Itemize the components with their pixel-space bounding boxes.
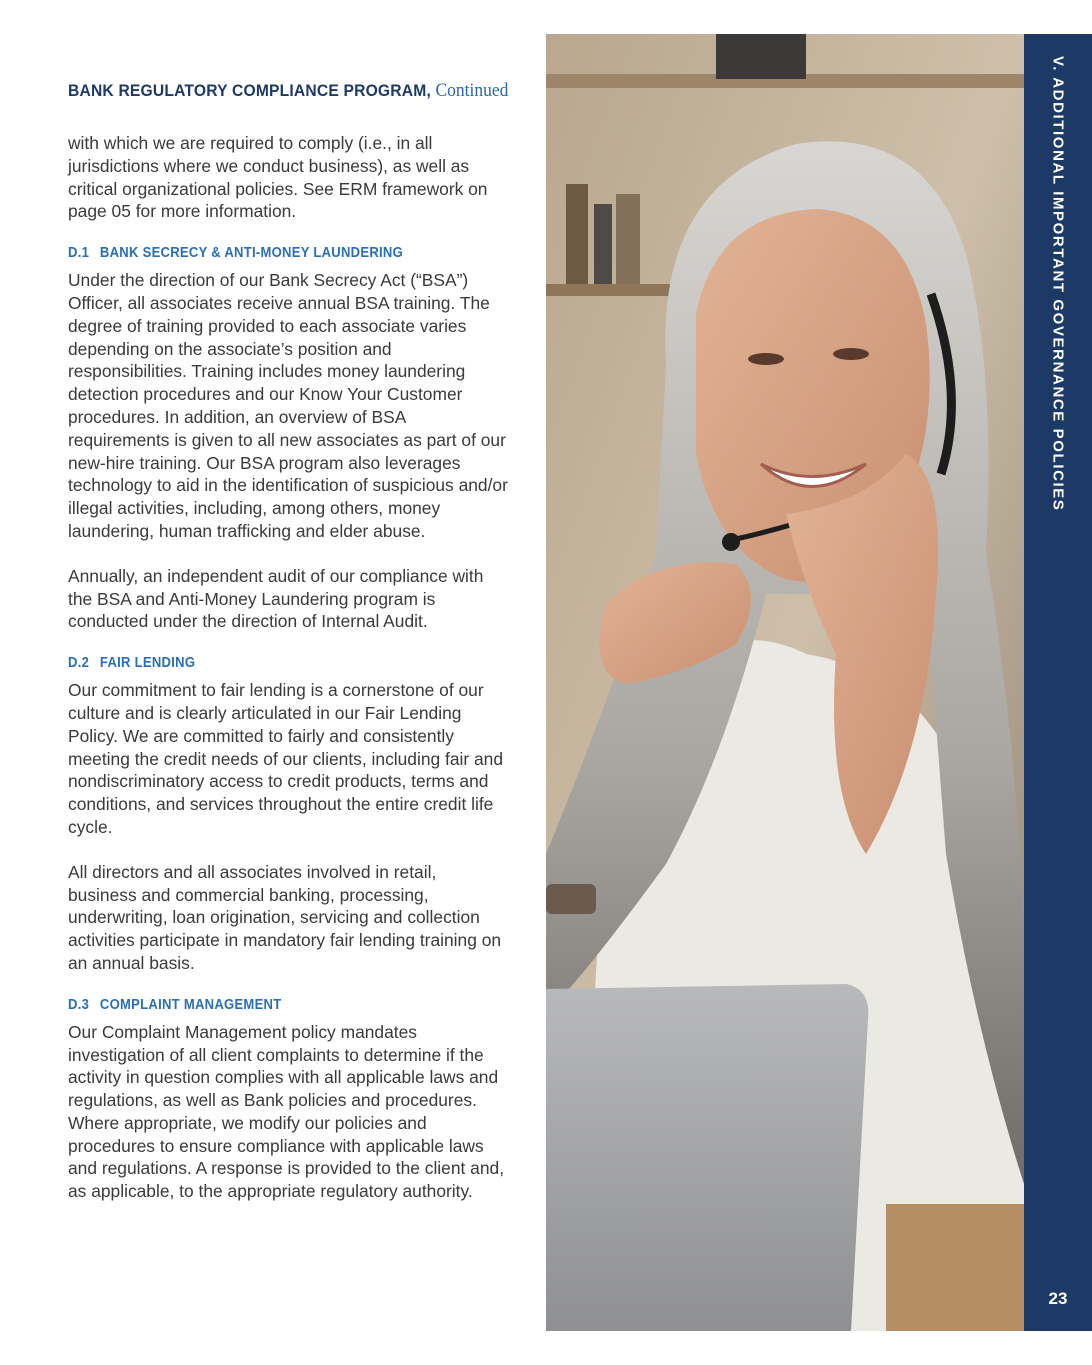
section-number: D.3 <box>68 996 90 1013</box>
section-d1-paragraph-2: Annually, an independent audit of our compliance with the BSA and Anti-Money Laundering program is conducted under the direction of Internal Audit. <box>68 565 484 632</box>
section-d2-paragraph-1: Our commitment to fair lending is a cornerstone of our culture and is clearly articulated in our Fair Lending Policy. We are committed to fairly and consistently meeting the credit needs of our clients, including fair and nondiscriminatory access to credit products, terms and conditions, and services throughout the entire credit life cycle. <box>68 680 504 837</box>
side-band <box>1024 34 1092 1331</box>
intro-paragraph: with which we are required to comply (i.e., in all jurisdictions where we conduct business), as well as critical organizational policies. See ERM framework on page 05 for more information. <box>68 133 488 222</box>
section-side-title: V. ADDITIONAL IMPORTANT GOVERNANCE POLICIES <box>1049 56 1067 512</box>
section-number: D.2 <box>68 655 90 672</box>
section-title: COMPLAINT MANAGEMENT <box>99 996 282 1013</box>
section-title: FAIR LENDING <box>99 655 196 672</box>
section-d2-paragraph-2: All directors and all associates involved in retail, business and commercial banking, processing, underwriting, loan origination, servicing and collection activities participate in mandatory fair lending training on an annual basis. <box>68 861 502 973</box>
section-d1-paragraph-1: Under the direction of our Bank Secrecy Act (“BSA”) Officer, all associates receive annual BSA training. The degree of training provided to each associate varies depending on the associate’s position and responsibilities. Training includes money laundering detection procedures and our Know Your Customer procedures. In addition, an overview of BSA requirements is given to all new associates as part of our new-hire training. Our BSA program also leverages technology to aid in the identification of suspicious and/or illegal activities, including, among others, money laundering, human trafficking and elder abuse. <box>68 270 508 541</box>
header-continued: Continued <box>435 80 509 101</box>
section-title: BANK SECRECY & ANTI-MONEY LAUNDERING <box>99 245 404 262</box>
section-heading-d3 <box>68 997 464 1013</box>
page-number: 23 <box>1048 1289 1068 1308</box>
section-d3-paragraph-1: Our Complaint Management policy mandates investigation of all client complaints to determine if the activity in question complies with all applicable laws and regulations, as well as Bank policies and procedures. Where appropriate, we modify our policies and procedures to ensure compliance with applicable laws and regulations. A response is provided to the client and, as applicable, to the appropriate regulatory authority. <box>68 1021 505 1202</box>
main-text-column <box>68 80 508 1225</box>
photo-of-woman-with-headset <box>546 34 1024 1331</box>
section-heading-d2 <box>68 655 464 671</box>
section-number: D.1 <box>68 245 90 262</box>
section-heading-d1 <box>68 245 464 261</box>
page-header <box>68 80 509 102</box>
header-title: BANK REGULATORY COMPLIANCE PROGRAM, <box>68 81 431 100</box>
photo-illustration <box>546 34 1024 1331</box>
